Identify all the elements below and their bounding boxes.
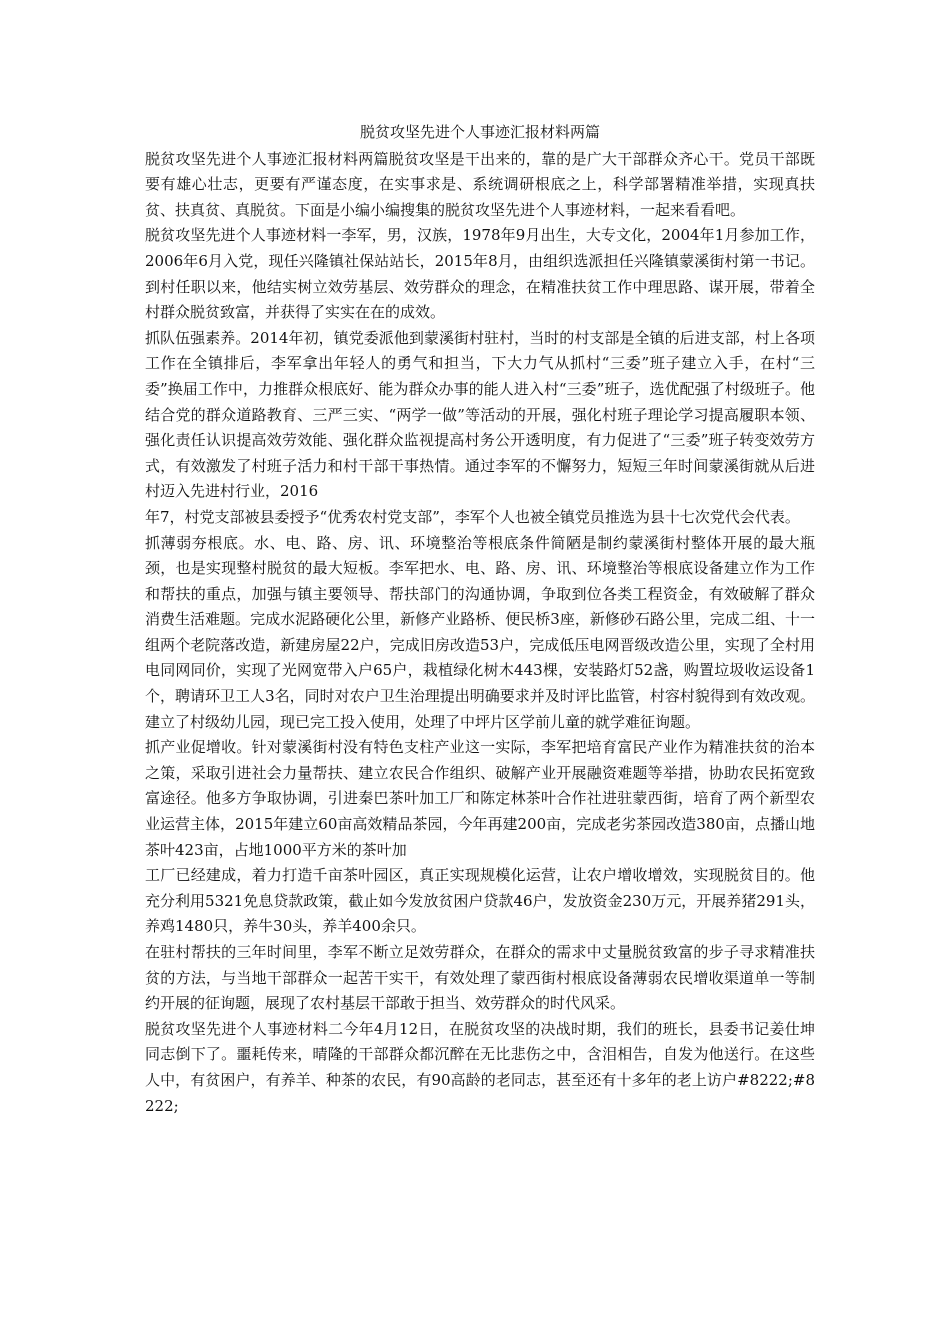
document-page	[145, 120, 815, 1119]
paragraph-intro: 脱贫攻坚先进个人事迹汇报材料两篇脱贫攻坚是干出来的，靠的是广大干部群众齐心干。党员干部既要有雄心壮志，更要有严谨态度，在实事求是、系统调研根底之上，科学部署精准举措，实现真扶贫、扶真贫、真脱贫。下面是小编小编搜集的脱贫攻坚先进个人事迹材料，一起来看看吧。	[145, 149, 815, 219]
paragraph-infrastructure: 抓薄弱夯根底。水、电、路、房、讯、环境整治等根底条件简陋是制约蒙溪街村整体开展的最大瓶颈，也是实现整村脱贫的最大短板。李军把水、电、路、房、讯、环境整治等根底设备建立作为工作和帮扶的重点，加强与镇主要领导、帮扶部门的沟通协调，争取到位各类工程资金，有效破解了群众消费生活难题。完成水泥路硬化公里，新修产业路桥、便民桥3座，新修砂石路公里，完成二组、十一组两个老院落改造，新建房屋22户，完成旧房改造53户，完成低压电网晋级改造公里，实现了全村用电同网同价，实现了光网宽带入户65户，栽植绿化树木443棵，安装路灯52盏，购置垃圾收运设备1个，聘请环卫工人3名，同时对农户卫生治理提出明确要求并及时评比监管，村容村貌得到有效改观。建立了村级幼儿园，现已完工投入使用，处理了中坪片区学前儿童的就学难征询题。	[145, 533, 815, 731]
paragraph-summary: 在驻村帮扶的三年时间里，李军不断立足效劳群众，在群众的需求中丈量脱贫致富的步子寻求精准扶贫的方法，与当地干部群众一起苦干实干，有效处理了蒙西街村根底设备薄弱农民增收渠道单一等制约开展的征询题，展现了农村基层干部敢于担当、效劳群众的时代风采。	[145, 943, 815, 1013]
paragraph-award: 年7，村党支部被县委授予“优秀农村党支部”，李军个人也被全镇党员推选为县十七次党代会代表。	[145, 507, 800, 526]
paragraph-material-two: 脱贫攻坚先进个人事迹材料二今年4月12日，在脱贫攻坚的决战时期，我们的班长，县委书记姜仕坤同志倒下了。噩耗传来，晴隆的干部群众都沉醉在无比悲伤之中，含泪相告，自发为他送行。在这些人中，有贫困户，有养羊、种茶的农民，有90高龄的老同志，甚至还有十多年的老上访户#8222;#8222;	[145, 1019, 815, 1115]
document-title: 脱贫攻坚先进个人事迹汇报材料两篇	[359, 123, 600, 141]
paragraph-industry: 抓产业促增收。针对蒙溪街村没有特色支柱产业这一实际，李军把培育富民产业作为精准扶贫的治本之策，采取引进社会力量帮扶、建立农民合作组织、破解产业开展融资难题等举措，协助农民拓宽致富途径。他多方争取协调，引进秦巴茶叶加工厂和陈定林茶叶合作社进驻蒙西街，培育了两个新型农业运营主体，2015年建立60亩高效精品茶园，今年再建200亩，完成老劣茶园改造380亩，点播山地茶叶423亩，占地1000平方米的茶叶加	[145, 738, 815, 859]
paragraph-material-one-bio: 脱贫攻坚先进个人事迹材料一李军，男，汉族，1978年9月出生，大专文化，2004年1月参加工作，2006年6月入党，现任兴隆镇社保站站长，2015年8月，由组织选派担任兴隆镇蒙溪街村第一书记。到村任职以来，他结实树立效劳基层、效劳群众的理念，在精准扶贫工作中理思路、谋开展，带着全村群众脱贫致富，并获得了实实在在的成效。	[145, 226, 815, 322]
paragraph-industry-continued: 工厂已经建成，着力打造千亩茶叶园区，真正实现规模化运营，让农户增收增效，实现脱贫目的。他充分利用5321免息贷款政策，截止如今发放贫困户贷款46户，发放资金230万元，开展养猪291头，养鸡1480只，养牛30头，养羊400余只。	[145, 866, 815, 936]
paragraph-team-building: 抓队伍强素养。2014年初，镇党委派他到蒙溪街村驻村，当时的村支部是全镇的后进支部，村上各项工作在全镇排后，李军拿出年轻人的勇气和担当，下大力气从抓村“三委”班子建立入手，在村“三委”换届工作中，力推群众根底好、能为群众办事的能人进入村“三委”班子，选优配强了村级班子。他结合党的群众道路教育、三严三实、“两学一做”等活动的开展，强化村班子理论学习提高履职本领、强化责任认识提高效劳效能、强化群众监视提高村务公开透明度，有力促进了“三委”班子转变效劳方式，有效激发了村班子活力和村干部干事热情。通过李军的不懈努力，短短三年时间蒙溪街就从后进村迈入先进村行业，2016	[145, 328, 815, 501]
